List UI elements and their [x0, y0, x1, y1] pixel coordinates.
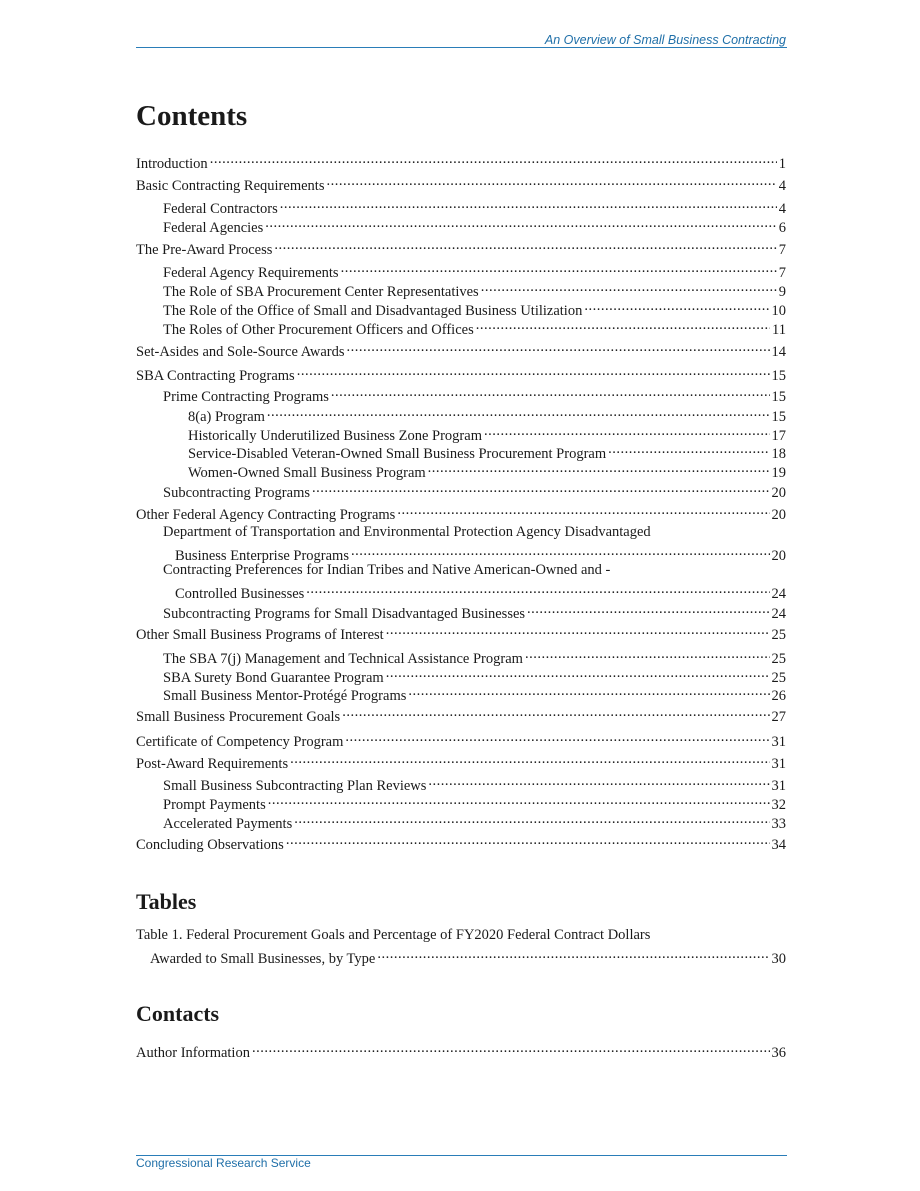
toc-entry[interactable]: [136, 621, 786, 643]
toc-page-number: 15: [771, 389, 786, 405]
toc-page-number: 15: [771, 409, 786, 425]
toc-entry-title-line1: Table 1. Federal Procurement Goals and Percentage of FY2020 Federal Contract Dollars: [136, 927, 651, 943]
dot-leader: [346, 338, 769, 356]
toc-entry[interactable]: [136, 150, 786, 172]
dot-leader: [306, 580, 769, 598]
dot-leader: [584, 297, 769, 315]
toc-entry-title: Women-Owned Small Business Program: [188, 465, 426, 481]
dot-leader: [345, 728, 769, 746]
toc-page-number: 11: [772, 322, 786, 338]
toc-page-number: 10: [771, 303, 786, 319]
toc-entry[interactable]: [136, 1039, 786, 1061]
toc-page-number: 19: [771, 465, 786, 481]
toc-page-number: 30: [771, 951, 786, 967]
dot-leader: [342, 703, 769, 721]
toc-entry[interactable]: [136, 383, 786, 405]
dot-leader: [397, 501, 769, 519]
toc-entry[interactable]: [136, 236, 786, 258]
toc-entry-title: The Role of the Office of Small and Disadvantaged Business Utilization: [163, 303, 583, 319]
toc-entry[interactable]: [136, 362, 786, 384]
toc-entry-title: Author Information: [136, 1045, 250, 1061]
toc-entry[interactable]: [136, 440, 786, 462]
toc-entry[interactable]: [136, 728, 786, 750]
toc-page-number: 20: [771, 485, 786, 501]
dot-leader: [280, 195, 777, 213]
toc-entry[interactable]: [136, 195, 786, 217]
toc-page-number: 20: [771, 548, 786, 564]
toc-entry[interactable]: [136, 542, 786, 564]
tables-heading: Tables: [136, 889, 197, 914]
toc-page-number: 15: [771, 368, 786, 384]
toc-entry[interactable]: [136, 580, 786, 602]
toc-entry-title-line1: Department of Transportation and Environmental Protection Agency Disadvantaged: [163, 524, 651, 540]
dot-leader: [608, 440, 769, 458]
toc-entry-title: The SBA 7(j) Management and Technical Assistance Program: [163, 651, 523, 667]
dot-leader: [386, 621, 770, 639]
dot-leader: [274, 236, 776, 254]
toc-entry-title: Small Business Mentor-Protégé Programs: [163, 688, 407, 704]
toc-entry-title: SBA Contracting Programs: [136, 368, 295, 384]
dot-leader: [481, 278, 777, 296]
dot-leader: [290, 750, 769, 768]
dot-leader: [341, 259, 777, 277]
toc-page-number: 7: [778, 265, 786, 281]
dot-leader: [210, 150, 777, 168]
dot-leader: [268, 791, 770, 809]
toc-entry[interactable]: [136, 682, 786, 704]
toc-entry-title: Federal Agencies: [163, 220, 264, 236]
toc-entry-title-line1: Contracting Preferences for Indian Tribes and Native American-Owned and -: [163, 562, 611, 578]
toc-page-number: 27: [771, 709, 786, 725]
toc-entry-title: Certificate of Competency Program: [136, 734, 344, 750]
toc-page-number: 25: [771, 670, 786, 686]
dot-leader: [484, 422, 770, 440]
toc-entry-title: 8(a) Program: [188, 409, 265, 425]
running-header: An Overview of Small Business Contracting: [544, 33, 786, 47]
dot-leader: [297, 362, 770, 380]
toc-entry-title: Service-Disabled Veteran-Owned Small Business Procurement Program: [188, 446, 607, 462]
dot-leader: [294, 810, 769, 828]
toc-entry-title: The Pre-Award Process: [136, 242, 273, 258]
toc-entry-title: Subcontracting Programs for Small Disadvantaged Businesses: [163, 606, 526, 622]
toc-entry-title: Subcontracting Programs: [163, 485, 310, 501]
toc-entry-title: Introduction: [136, 156, 208, 172]
toc-page-number: 26: [771, 688, 786, 704]
toc-entry[interactable]: [136, 945, 786, 967]
toc-page-number: 31: [771, 756, 786, 772]
toc-entry-title: Federal Contractors: [163, 201, 278, 217]
toc-entry[interactable]: [136, 772, 786, 794]
toc-entry-title: Concluding Observations: [136, 837, 284, 853]
toc-entry[interactable]: [136, 459, 786, 481]
toc-entry[interactable]: [136, 600, 786, 622]
toc-entry-title: The Roles of Other Procurement Officers and Offices: [163, 322, 474, 338]
toc-entry-title: Federal Agency Requirements: [163, 265, 339, 281]
toc-entry-title: Awarded to Small Businesses, by Type: [150, 951, 376, 967]
toc-page-number: 9: [778, 284, 786, 300]
toc-entry-title: Post-Award Requirements: [136, 756, 289, 772]
toc-page-number: 7: [778, 242, 786, 258]
toc-page-number: 34: [771, 837, 786, 853]
toc-page-number: 4: [778, 201, 786, 217]
dot-leader: [312, 479, 770, 497]
toc-page-number: 31: [771, 778, 786, 794]
header-rule: [136, 47, 787, 48]
toc-entry[interactable]: [136, 750, 786, 772]
toc-entry[interactable]: [136, 214, 786, 236]
toc-entry[interactable]: [136, 501, 786, 523]
toc-page-number: 4: [778, 178, 786, 194]
toc-entry[interactable]: [136, 403, 786, 425]
dot-leader: [408, 682, 769, 700]
running-footer: Congressional Research Service: [136, 1156, 311, 1170]
toc-entry-title: Controlled Businesses: [175, 586, 305, 602]
toc-entry-title: Small Business Subcontracting Plan Reviews: [163, 778, 427, 794]
toc-entry-title: Prime Contracting Programs: [163, 389, 329, 405]
dot-leader: [428, 459, 770, 477]
dot-leader: [331, 383, 770, 401]
toc-entry-title: Historically Underutilized Business Zone Program: [188, 428, 482, 444]
toc-page-number: 24: [771, 606, 786, 622]
toc-page-number: 32: [771, 797, 786, 813]
toc-entry[interactable]: [136, 831, 786, 853]
dot-leader: [377, 945, 769, 963]
dot-leader: [252, 1039, 770, 1057]
toc-entry[interactable]: [136, 259, 786, 281]
dot-leader: [527, 600, 769, 618]
toc-entry-title: Other Federal Agency Contracting Programs: [136, 507, 396, 523]
toc-page-number: 24: [771, 586, 786, 602]
toc-entry[interactable]: [136, 810, 786, 832]
toc-entry[interactable]: [136, 278, 786, 300]
toc-entry-title: The Role of SBA Procurement Center Representatives: [163, 284, 479, 300]
toc-entry-title: Prompt Payments: [163, 797, 266, 813]
toc-entry[interactable]: [136, 422, 786, 444]
toc-entry-title: Accelerated Payments: [163, 816, 293, 832]
toc-entry[interactable]: [136, 316, 786, 338]
dot-leader: [267, 403, 770, 421]
dot-leader: [265, 214, 776, 232]
toc-entry[interactable]: [136, 645, 786, 667]
contacts-heading: Contacts: [136, 1001, 220, 1026]
toc-entry-title: Basic Contracting Requirements: [136, 178, 325, 194]
toc-entry[interactable]: [136, 664, 786, 686]
toc-page-number: 33: [771, 816, 786, 832]
toc-entry[interactable]: [136, 172, 786, 194]
dot-leader: [351, 542, 770, 560]
toc-entry-title: Other Small Business Programs of Interest: [136, 627, 384, 643]
toc-page-number: 25: [771, 627, 786, 643]
dot-leader: [326, 172, 776, 190]
dot-leader: [386, 664, 770, 682]
toc-entry[interactable]: [136, 703, 786, 725]
dot-leader: [476, 316, 770, 334]
dot-leader: [286, 831, 770, 849]
dot-leader: [428, 772, 769, 790]
toc-page-number: 20: [771, 507, 786, 523]
toc-entry-title: Small Business Procurement Goals: [136, 709, 341, 725]
toc-entry[interactable]: [136, 791, 786, 813]
toc-entry[interactable]: [136, 338, 786, 360]
toc-page-number: 18: [771, 446, 786, 462]
toc-entry[interactable]: [136, 297, 786, 319]
dot-leader: [525, 645, 770, 663]
toc-entry-title: Set-Asides and Sole-Source Awards: [136, 344, 345, 360]
toc-entry-title: SBA Surety Bond Guarantee Program: [163, 670, 384, 686]
toc-page-number: 1: [778, 156, 786, 172]
toc-page-number: 31: [771, 734, 786, 750]
toc-page-number: 14: [771, 344, 786, 360]
contents-heading: Contents: [136, 100, 248, 132]
toc-page-number: 17: [771, 428, 786, 444]
toc-page-number: 6: [778, 220, 786, 236]
toc-page-number: 25: [771, 651, 786, 667]
toc-page-number: 36: [771, 1045, 786, 1061]
toc-entry-title: Business Enterprise Programs: [175, 548, 349, 564]
toc-entry[interactable]: [136, 479, 786, 501]
